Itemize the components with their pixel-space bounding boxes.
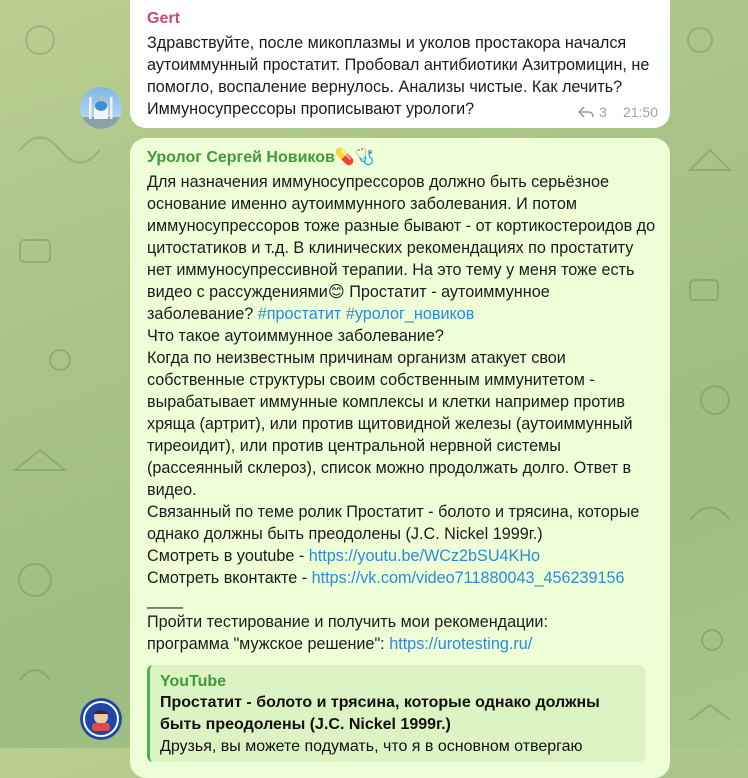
preview-title: Простатит - болото и трясина, которые однако должны быть преодолены (J.C. Nickel 1999г.) xyxy=(160,694,600,733)
preview-description: Друзья, вы можете подумать, что я в основном отвергаю xyxy=(160,738,583,755)
preview-site-name: YouTube xyxy=(160,673,227,690)
sender-name[interactable]: Уролог Сергей Новиков💊🩺 xyxy=(147,149,375,166)
message-text xyxy=(147,171,660,655)
youtube-link[interactable]: https://youtu.be/WCz2bSU4KHo xyxy=(308,547,541,565)
avatar[interactable] xyxy=(80,87,122,129)
message-paragraph: Что такое аутоиммунное заболевание? Когда по неизвестным причинам организм атакует свои собственные структуры своим собственным иммунитетом - вырабатывает иммунные комплексы и клетки например против хряща (артрит), или против щитовидной железы (аутоиммунный тиреоидит), или против центральной нервной системы (рассеянный склероз), список можно продолжать долго. Ответ в видео. Связанный по теме ролик Простатит - болото и трясина, которые однако должны быть преодолены (J.C. Nickel 1999г.) xyxy=(147,327,640,543)
youtube-label: Смотреть в youtube - xyxy=(147,547,309,565)
vk-label: Смотреть вконтакте - xyxy=(147,569,312,587)
divider-line: ____ xyxy=(147,591,184,609)
message-bubble[interactable] xyxy=(130,0,670,128)
message-time: 21:50 xyxy=(622,104,658,120)
message-meta xyxy=(578,104,658,120)
vk-link[interactable]: https://vk.com/video711880043_456239156 xyxy=(311,569,625,587)
urotesting-link[interactable]: https://urotesting.ru/ xyxy=(389,635,533,653)
hashtag-links[interactable]: #простатит #уролог_новиков xyxy=(253,305,475,323)
mosque-avatar-icon xyxy=(80,87,122,129)
avatar[interactable] xyxy=(80,698,122,740)
message-text: Здравствуйте, после микоплазмы и уколов простакора начался аутоиммунный простатит. Пробовал антибиотики Азитромицин, не помогло, воспаление вернулось. Анализы чистые. Как лечить? Иммуносупрессоры прописывают урологи? xyxy=(147,34,654,118)
message-paragraph: Для назначения иммуносупрессоров должно быть серьёзное основание именно аутоиммунного заболевания. И потом иммуносупрессоров тоже разные бывают - от кортикостероидов до цитостатиков и т.д. В клинических рекомендациях по простатиту нет иммуносупрессивной терапии. На это тему у меня тоже есть видео с рассуждениями😊 Простатит - аутоиммунное заболевание? xyxy=(147,173,660,323)
message-bubble[interactable] xyxy=(130,138,670,778)
channel-avatar-icon xyxy=(80,698,122,740)
message-paragraph: Пройти тестирование и получить мои рекомендации: программа "мужское решение": xyxy=(147,613,548,653)
reply-arrow-icon xyxy=(578,106,594,118)
sender-name[interactable]: Gert xyxy=(147,10,180,27)
reply-count[interactable]: 3 xyxy=(599,104,607,120)
link-preview-card[interactable] xyxy=(147,665,645,762)
